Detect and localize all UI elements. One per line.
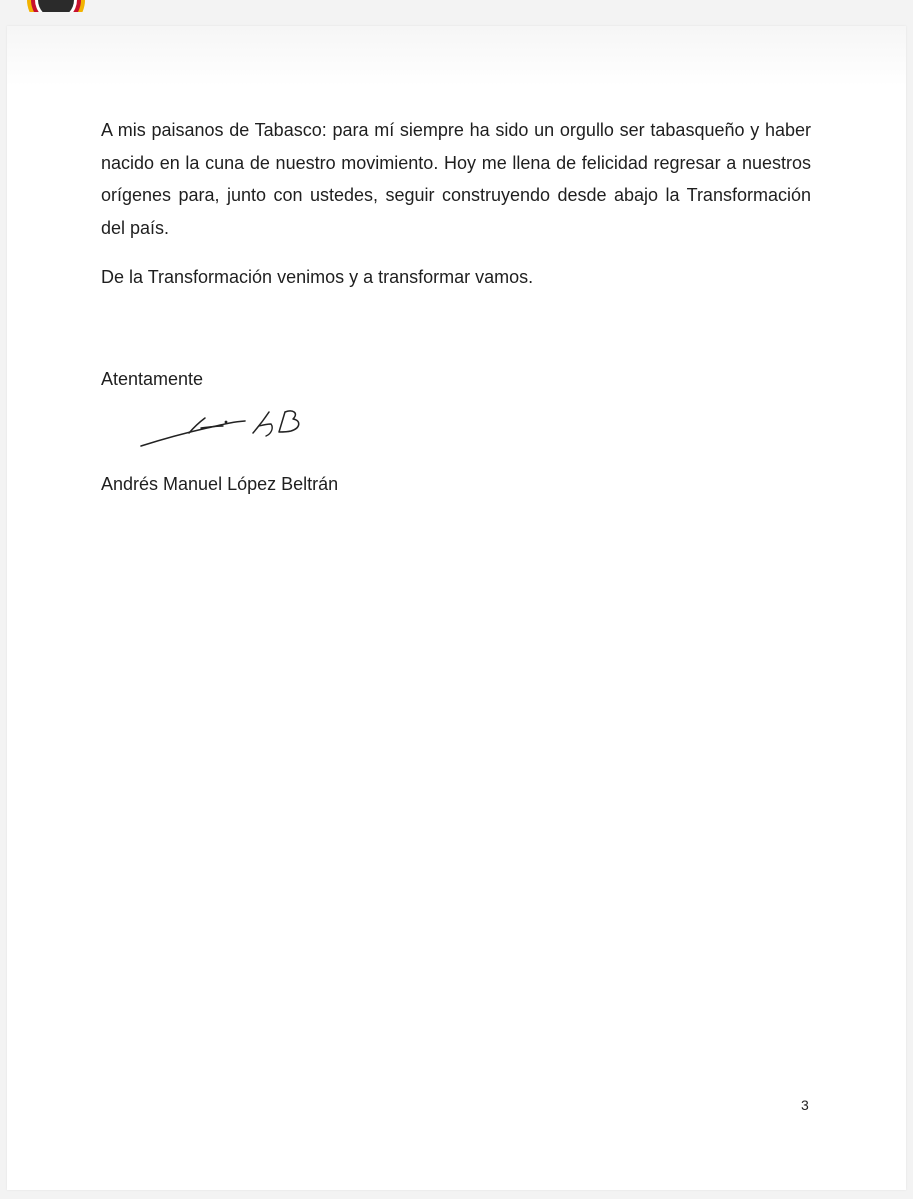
logo [18,0,94,12]
page-number: 3 [801,1097,809,1113]
page-top-shade [7,26,906,86]
closing-text: Atentamente [101,369,204,389]
paragraph-transformacion: De la Transformación venimos y a transformar vamos. [101,267,534,287]
signer-name: Andrés Manuel López Beltrán [101,474,339,494]
paragraph-tabasco: A mis paisanos de Tabasco: para mí siempre ha sido un orgullo ser tabasqueño y haber nacido en la cuna de nuestro movimiento. Hoy me llena de felicidad regresar a nuestros orígenes para, junto con ustedes, seguir construyendo desde abajo la Transformación del país. [101,120,811,238]
signature-image [133,406,313,454]
document-page [7,26,906,1190]
